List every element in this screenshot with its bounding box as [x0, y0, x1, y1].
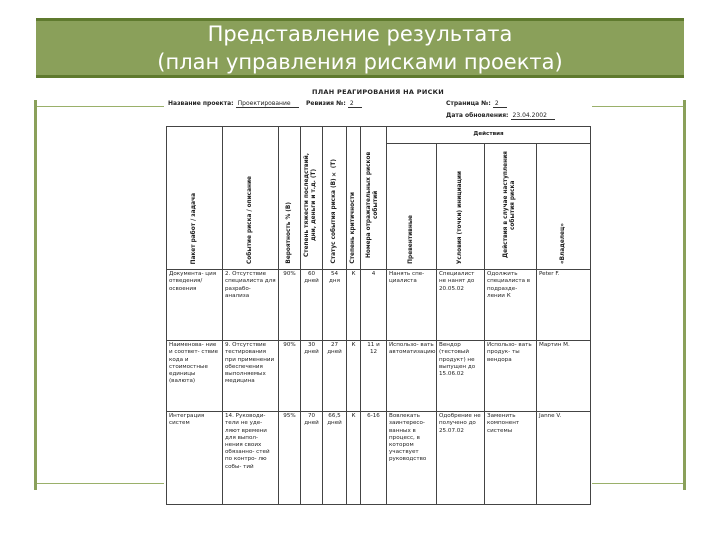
cell-response: Одолжить специалиста в подразде- лении К [485, 270, 537, 341]
document-header [164, 84, 592, 126]
cell-probability: 95% [279, 412, 301, 505]
col-header-trigger: Условия (точки) инициации [437, 144, 485, 270]
plan-title: ПЛАН РЕАГИРОВАНИЯ НА РИСКИ [311, 88, 445, 96]
cell-task: Документа- ция отведения/ освоения [167, 270, 223, 341]
project-label: Название проекта: [168, 100, 234, 107]
date-value: 23.04.2002 [511, 112, 555, 120]
frame-right-bracket [673, 100, 686, 490]
cell-probability: 90% [279, 341, 301, 412]
cell-status: 54 дня [323, 270, 347, 341]
col-header-impact: Степень тяжести последствий, дни, деньги и т.д. (Т) [301, 127, 323, 270]
actions-group-header: Действия [387, 127, 591, 144]
cell-event: 2. Отсутствие специалиста для разрабо- анализа [223, 270, 279, 341]
date-label: Дата обновления: [446, 112, 509, 119]
cell-event: 9. Отсутствие тестирования при применении обеспечения выполняемых медицина [223, 341, 279, 412]
cell-criticality: К [347, 341, 361, 412]
frame-left-bracket [34, 100, 47, 490]
col-header-probability: Вероятность % (В) [279, 127, 301, 270]
cell-owner: Janne V. [537, 412, 591, 505]
cell-related: 11 и 12 [361, 341, 387, 412]
cell-owner: Мартин М. [537, 341, 591, 412]
cell-task: Наименова- ние и соответ- ствие кода и стоимостные единицы (валюта) [167, 341, 223, 412]
col-header-preventive: Превентивные [387, 144, 437, 270]
cell-preventive: Вовлекать заинтересо- ванных в процесс, в котором участвует руководство [387, 412, 437, 505]
cell-impact: 70 дней [301, 412, 323, 505]
page-value: 2 [493, 100, 507, 108]
cell-trigger: Специалист не нанят до 20.05.02 [437, 270, 485, 341]
cell-response: Использо- вать продук- ты вендора [485, 341, 537, 412]
revision-label: Ревизия №: [306, 100, 346, 107]
slide-title-line2: (план управления рисками проекта) [157, 50, 563, 74]
cell-probability: 90% [279, 270, 301, 341]
col-header-response: Действия в случае наступления события риска [485, 144, 537, 270]
table-row [167, 412, 591, 505]
cell-trigger: Вендор (тестовый продукт) не выпущен до 15.06.02 [437, 341, 485, 412]
cell-preventive: Использо- вать автоматизацию [387, 341, 437, 412]
table-header-row [167, 127, 591, 144]
scanned-document [164, 84, 592, 518]
revision-value: 2 [348, 100, 362, 108]
cell-preventive: Нанять спе- циалиста [387, 270, 437, 341]
cell-related: 6-16 [361, 412, 387, 505]
col-header-owner: «Владелец» [537, 144, 591, 270]
cell-response: Заменить компонент системы [485, 412, 537, 505]
cell-task: Интеграция систем [167, 412, 223, 505]
cell-criticality: К [347, 412, 361, 505]
date-meta [446, 112, 555, 119]
cell-owner: Peter F. [537, 270, 591, 341]
revision-meta [306, 100, 362, 107]
table-row [167, 270, 591, 341]
page-meta [446, 100, 507, 107]
cell-related: 4 [361, 270, 387, 341]
risk-table [166, 126, 591, 505]
project-meta [168, 100, 299, 107]
cell-criticality: К [347, 270, 361, 341]
table-row [167, 341, 591, 412]
col-header-related: Номера отражательных рисков событий [361, 127, 387, 270]
cell-trigger: Одобрение не получено до 25.07.02 [437, 412, 485, 505]
slide-title [36, 20, 684, 76]
col-header-event: Событие риска / описание [223, 127, 279, 270]
col-header-status: Статус события риска (В) × (Т) [323, 127, 347, 270]
col-header-criticality: Степень критичности [347, 127, 361, 270]
slide-title-line1: Представление результата [207, 22, 513, 46]
cell-impact: 30 дней [301, 341, 323, 412]
cell-status: 66,5 дней [323, 412, 347, 505]
cell-event: 14. Руководи- тели не уде- ляют времени для выпол- нения своих обязанно- стей по контро- лю собы- тий [223, 412, 279, 505]
cell-impact: 60 дней [301, 270, 323, 341]
cell-status: 27 дней [323, 341, 347, 412]
col-header-task: Пакет работ / задача [167, 127, 223, 270]
project-value: Проектирование [236, 100, 299, 108]
page-label: Страница №: [446, 100, 491, 107]
